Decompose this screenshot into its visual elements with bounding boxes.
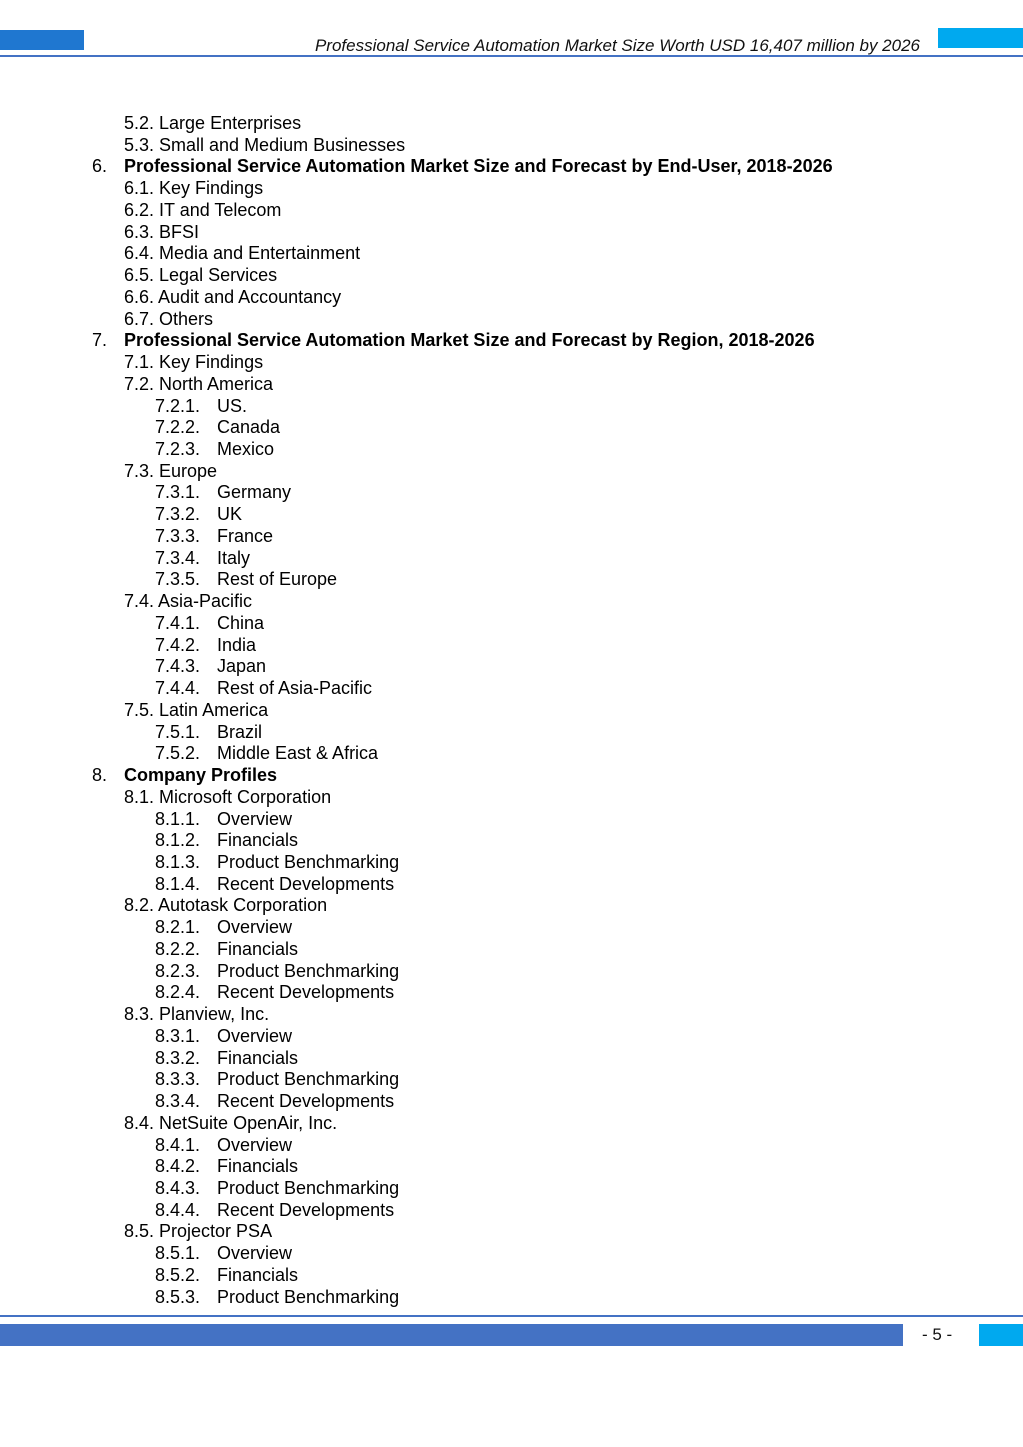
- table-of-contents: [0, 112, 1023, 1307]
- toc-entry: [0, 873, 1023, 895]
- toc-entry-text: Mexico: [217, 439, 275, 460]
- toc-entry-number: 8.3.3.: [155, 1069, 201, 1090]
- toc-entry: [0, 1264, 1023, 1286]
- toc-entry-number: 7.5.1.: [155, 721, 201, 742]
- toc-entry-text: Japan: [217, 656, 267, 677]
- toc-entry-text: Overview: [217, 1025, 293, 1046]
- toc-entry-number: 7.4.2.: [155, 634, 201, 655]
- toc-entry: [0, 112, 1023, 134]
- toc-entry-number: 8.1.3.: [155, 851, 201, 872]
- toc-entry-text: 7.1. Key Findings: [124, 352, 264, 373]
- toc-entry-text: Product Benchmarking: [217, 960, 400, 981]
- toc-entry: [0, 634, 1023, 656]
- toc-entry-text: France: [217, 525, 274, 546]
- footer-divider: [0, 1315, 1023, 1317]
- toc-entry-number: 8.5.3.: [155, 1286, 201, 1307]
- toc-entry-number: 7.3.4.: [155, 547, 201, 568]
- toc-entry-text: 6.6. Audit and Accountancy: [124, 286, 342, 307]
- toc-entry-text: China: [217, 612, 265, 633]
- toc-entry-text: Professional Service Automation Market Size and Forecast by End-User, 2018-2026: [124, 156, 833, 177]
- header-accent-right: [938, 28, 1023, 48]
- toc-entry: [0, 590, 1023, 612]
- toc-entry: [0, 1177, 1023, 1199]
- header-title: Professional Service Automation Market Size Worth USD 16,407 million by 2026: [314, 36, 920, 55]
- toc-entry-number: 7.4.4.: [155, 678, 201, 699]
- toc-entry-text: Recent Developments: [217, 1091, 395, 1112]
- toc-entry: [0, 1090, 1023, 1112]
- toc-entry-text: Rest of Europe: [217, 569, 338, 590]
- toc-entry: [0, 808, 1023, 830]
- toc-entry-text: Overview: [217, 917, 293, 938]
- toc-entry: [0, 481, 1023, 503]
- toc-entry-text: Recent Developments: [217, 982, 395, 1003]
- toc-entry: [0, 568, 1023, 590]
- toc-entry-text: US.: [217, 395, 248, 416]
- toc-entry-text: 7.4. Asia-Pacific: [124, 591, 253, 612]
- toc-entry-text: 7.2. North America: [124, 373, 274, 394]
- toc-entry-text: Recent Developments: [217, 1199, 395, 1220]
- toc-entry: [0, 894, 1023, 916]
- toc-entry: [0, 655, 1023, 677]
- toc-entry: [0, 177, 1023, 199]
- toc-entry: [0, 155, 1023, 177]
- toc-entry: [0, 1112, 1023, 1134]
- toc-entry-text: Product Benchmarking: [217, 851, 400, 872]
- toc-entry: [0, 1003, 1023, 1025]
- toc-entry-text: 6.4. Media and Entertainment: [124, 243, 361, 264]
- toc-entry-text: Financials: [217, 830, 299, 851]
- toc-entry-number: 7.3.2.: [155, 504, 201, 525]
- toc-entry: [0, 525, 1023, 547]
- toc-entry-text: Financials: [217, 1047, 299, 1068]
- toc-entry: [0, 1220, 1023, 1242]
- toc-entry-number: 8.4.1.: [155, 1134, 201, 1155]
- toc-entry: [0, 1025, 1023, 1047]
- toc-entry: [0, 460, 1023, 482]
- toc-entry-text: Product Benchmarking: [217, 1177, 400, 1198]
- toc-entry: [0, 351, 1023, 373]
- toc-entry-number: 6.: [92, 156, 108, 177]
- toc-entry-number: 7.2.3.: [155, 439, 201, 460]
- toc-entry-text: 6.3. BFSI: [124, 221, 200, 242]
- toc-entry-number: 8.2.4.: [155, 982, 201, 1003]
- toc-entry: [0, 1047, 1023, 1069]
- toc-entry-number: 8.3.2.: [155, 1047, 201, 1068]
- toc-entry: [0, 764, 1023, 786]
- toc-entry-number: 8.4.3.: [155, 1177, 201, 1198]
- toc-entry-number: 7.4.3.: [155, 656, 201, 677]
- toc-entry-number: 8.4.2.: [155, 1156, 201, 1177]
- toc-entry-text: 8.5. Projector PSA: [124, 1221, 273, 1242]
- toc-entry-number: 8.1.2.: [155, 830, 201, 851]
- toc-entry-text: Financials: [217, 1156, 299, 1177]
- toc-entry: [0, 1286, 1023, 1308]
- toc-entry-number: 7.2.1.: [155, 395, 201, 416]
- toc-entry: [0, 242, 1023, 264]
- toc-entry-number: 7.3.1.: [155, 482, 201, 503]
- toc-entry: [0, 981, 1023, 1003]
- toc-entry-text: Financials: [217, 1264, 299, 1285]
- toc-entry-text: 6.1. Key Findings: [124, 178, 264, 199]
- toc-entry-text: Product Benchmarking: [217, 1069, 400, 1090]
- toc-entry-number: 8.2.1.: [155, 917, 201, 938]
- toc-entry: [0, 1134, 1023, 1156]
- toc-entry-text: Financials: [217, 938, 299, 959]
- toc-entry-text: 6.2. IT and Telecom: [124, 199, 282, 220]
- toc-entry: [0, 612, 1023, 634]
- toc-entry: [0, 1242, 1023, 1264]
- toc-entry-number: 7.5.2.: [155, 743, 201, 764]
- toc-entry: [0, 373, 1023, 395]
- toc-entry-text: Overview: [217, 808, 293, 829]
- toc-entry: [0, 677, 1023, 699]
- header-divider: [0, 55, 1023, 57]
- toc-entry: [0, 829, 1023, 851]
- toc-entry-number: 8.4.4.: [155, 1199, 201, 1220]
- toc-entry: [0, 199, 1023, 221]
- toc-entry-number: 7.3.5.: [155, 569, 201, 590]
- toc-entry: [0, 699, 1023, 721]
- toc-entry: [0, 1199, 1023, 1221]
- toc-entry: [0, 308, 1023, 330]
- toc-entry: [0, 851, 1023, 873]
- toc-entry-text: 8.2. Autotask Corporation: [124, 895, 328, 916]
- toc-entry-number: 8.: [92, 765, 108, 786]
- toc-entry-number: 8.3.4.: [155, 1091, 201, 1112]
- toc-entry-text: 5.2. Large Enterprises: [124, 113, 302, 133]
- toc-entry-number: 8.1.4.: [155, 873, 201, 894]
- toc-entry: [0, 286, 1023, 308]
- page-number: - 5 -: [922, 1325, 953, 1344]
- toc-entry: [0, 329, 1023, 351]
- toc-entry-text: Overview: [217, 1134, 293, 1155]
- toc-entry-text: Overview: [217, 1243, 293, 1264]
- toc-entry-text: 6.5. Legal Services: [124, 265, 278, 286]
- toc-entry-text: 5.3. Small and Medium Businesses: [124, 134, 406, 155]
- toc-entry-text: Middle East & Africa: [217, 743, 379, 764]
- toc-entry: [0, 938, 1023, 960]
- toc-entry: [0, 1068, 1023, 1090]
- toc-entry-number: 7.2.2.: [155, 417, 201, 438]
- toc-entry: [0, 438, 1023, 460]
- toc-entry-number: 8.2.3.: [155, 960, 201, 981]
- toc-entry: [0, 721, 1023, 743]
- toc-entry-number: 8.5.2.: [155, 1264, 201, 1285]
- toc-entry-number: 8.2.2.: [155, 938, 201, 959]
- toc-entry: [0, 786, 1023, 808]
- toc-entry: [0, 1155, 1023, 1177]
- toc-entry-text: Brazil: [217, 721, 263, 742]
- header-accent-left: [0, 30, 84, 50]
- toc-entry-text: 8.4. NetSuite OpenAir, Inc.: [124, 1112, 338, 1133]
- toc-entry-number: 7.: [92, 330, 108, 351]
- toc-entry-text: 7.3. Europe: [124, 460, 218, 481]
- footer-accent-bar: [0, 1324, 903, 1346]
- toc-entry-text: 8.3. Planview, Inc.: [124, 1004, 270, 1025]
- toc-entry-text: Company Profiles: [124, 765, 278, 786]
- toc-entry: [0, 134, 1023, 156]
- toc-entry-text: Canada: [217, 417, 281, 438]
- toc-entry-text: Professional Service Automation Market Size and Forecast by Region, 2018-2026: [124, 330, 815, 351]
- toc-entry-text: Italy: [217, 547, 251, 568]
- toc-entry: [0, 916, 1023, 938]
- toc-entry-text: 7.5. Latin America: [124, 699, 269, 720]
- toc-entry-text: Product Benchmarking: [217, 1286, 400, 1307]
- toc-entry: [0, 264, 1023, 286]
- toc-entry-number: 7.3.3.: [155, 525, 201, 546]
- toc-entry-text: 8.1. Microsoft Corporation: [124, 786, 332, 807]
- toc-entry: [0, 416, 1023, 438]
- toc-entry: [0, 960, 1023, 982]
- toc-entry-text: Rest of Asia-Pacific: [217, 678, 373, 699]
- toc-entry-number: 8.3.1.: [155, 1025, 201, 1046]
- toc-entry-number: 8.5.1.: [155, 1243, 201, 1264]
- toc-entry-text: India: [217, 634, 257, 655]
- toc-entry: [0, 742, 1023, 764]
- toc-entry: [0, 395, 1023, 417]
- toc-entry-text: Recent Developments: [217, 873, 395, 894]
- toc-entry-text: 6.7. Others: [124, 308, 214, 329]
- footer-accent-right: [979, 1324, 1023, 1346]
- toc-entry-text: Germany: [217, 482, 292, 503]
- toc-entry-text: UK: [217, 504, 243, 525]
- toc-entry: [0, 503, 1023, 525]
- toc-entry: [0, 221, 1023, 243]
- toc-entry-number: 7.4.1.: [155, 612, 201, 633]
- toc-entry: [0, 547, 1023, 569]
- toc-entry-number: 8.1.1.: [155, 808, 201, 829]
